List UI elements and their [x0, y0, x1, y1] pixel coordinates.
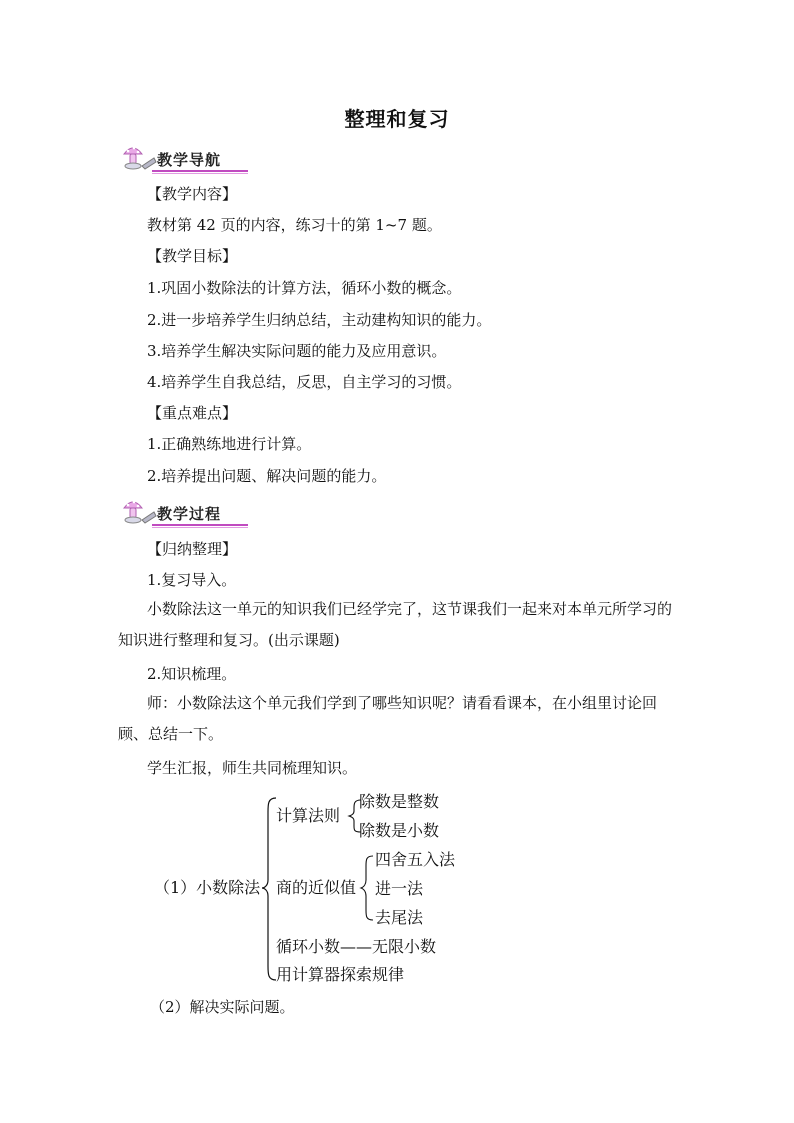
tree-calc-rule: 计算法则 [276, 806, 341, 825]
tree-repeating: 循环小数——无限小数 [276, 937, 437, 956]
section-label: 教学过程 [157, 505, 222, 523]
content-heading: 【教学内容】 [147, 185, 238, 203]
goal-item-3: 3.培养学生解决实际问题的能力及应用意识。 [147, 342, 447, 360]
item-2: （2）解决实际问题。 [150, 998, 295, 1016]
step-2: 2.知识梳理。 [147, 665, 237, 683]
tree-ceil: 进一法 [375, 879, 424, 898]
tree-floor: 去尾法 [375, 908, 424, 927]
key-item-2: 2.培养提出问题、解决问题的能力。 [147, 467, 387, 485]
key-heading: 【重点难点】 [147, 404, 238, 422]
key-item-1: 1.正确熟练地进行计算。 [147, 435, 312, 453]
tree-calculator: 用计算器探索规律 [276, 965, 405, 984]
tree-divisor-int: 除数是整数 [359, 792, 440, 811]
goal-heading: 【教学目标】 [147, 247, 238, 265]
step-2-paragraph: 师：小数除法这个单元我们学到了哪些知识呢？请看看课本，在小组里讨论回顾、总结一下。 [118, 694, 658, 743]
goal-item-1: 1.巩固小数除法的计算方法，循环小数的概念。 [147, 279, 462, 297]
approx-brace [361, 856, 373, 920]
tree-round: 四舍五入法 [375, 850, 456, 869]
section-label: 教学导航 [157, 151, 222, 169]
step-1-paragraph: 小数除法这一单元的知识我们已经学完了，这节课我们一起来对本单元所学习的知识进行整理和复习。(出示课题) [118, 600, 673, 649]
tree-divisor-dec: 除数是小数 [359, 821, 440, 840]
tree-approx: 商的近似值 [276, 878, 357, 897]
report-line: 学生汇报，师生共同梳理知识。 [147, 759, 358, 777]
goal-item-2: 2.进一步培养学生归纳总结，主动建构知识的能力。 [147, 311, 492, 329]
step-1: 1.复习导入。 [147, 571, 237, 589]
content-text: 教材第 42 页的内容，练习十的第 1~7 题。 [147, 216, 442, 234]
tree-root: （1）小数除法 [154, 878, 261, 897]
goal-item-4: 4.培养学生自我总结，反思，自主学习的习惯。 [147, 373, 462, 391]
summary-heading: 【归纳整理】 [147, 540, 238, 558]
main-brace [262, 798, 276, 980]
page-title: 整理和复习 [344, 107, 450, 131]
